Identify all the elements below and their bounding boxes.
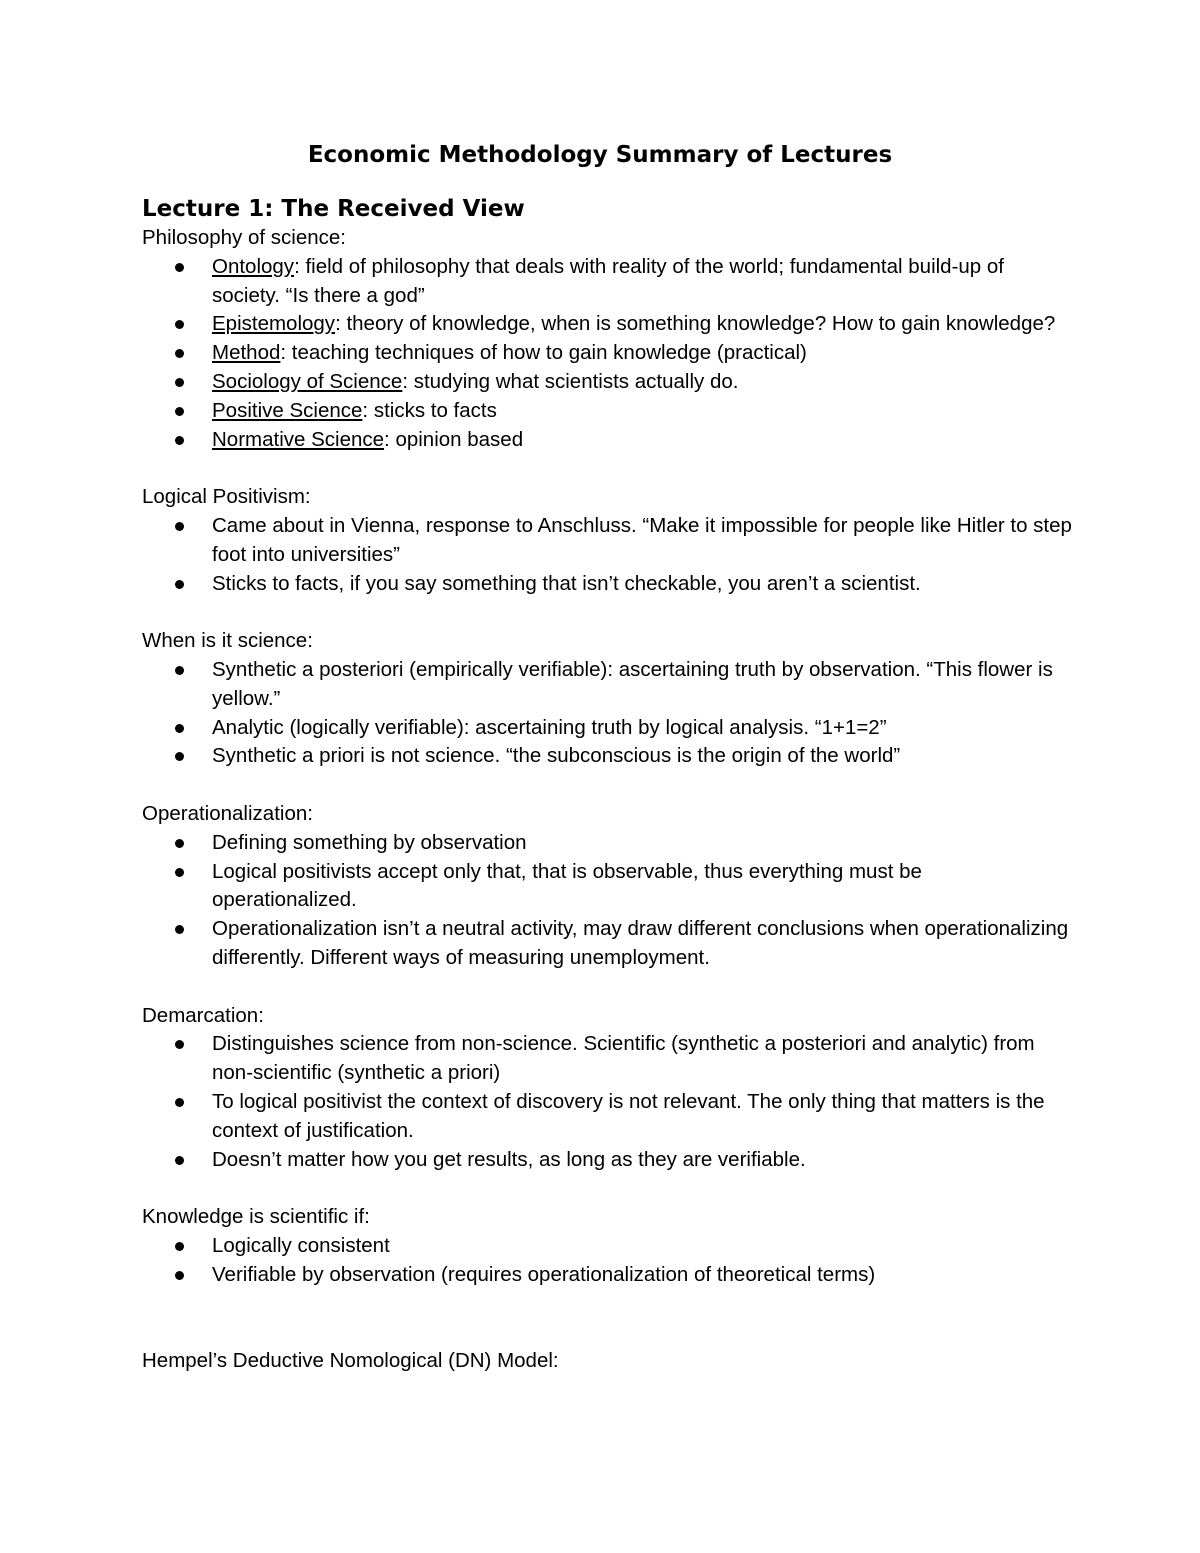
bullet-icon — [175, 1040, 184, 1049]
bullet-icon — [175, 724, 184, 733]
item-text: Operationalization isn’t a neutral activity, may draw different conclusions when operationalizing differently. Different ways of measuring unemployment. — [212, 917, 1069, 969]
item-text: : teaching techniques of how to gain knowledge (practical) — [280, 341, 807, 365]
section-operationalization — [142, 800, 1072, 973]
term-label: Normative Science — [212, 427, 385, 451]
term-label: Method — [212, 341, 281, 365]
list-item — [142, 512, 1072, 570]
bullet-icon — [175, 436, 184, 445]
item-text: Logically consistent — [212, 1233, 390, 1257]
item-text: : studying what scientists actually do. — [402, 369, 739, 393]
term-label: Epistemology — [212, 312, 336, 336]
bullet-list — [142, 1030, 1072, 1174]
bullet-icon — [175, 868, 184, 877]
item-text: Synthetic a posteriori (empirically verifiable): ascertaining truth by observation. “This flower is yellow.” — [212, 657, 1053, 710]
bullet-icon — [175, 1098, 184, 1107]
bullet-icon — [175, 925, 184, 934]
bullet-list — [142, 656, 1072, 771]
list-item — [142, 1146, 1072, 1175]
list-item — [142, 1030, 1072, 1088]
bullet-icon — [175, 378, 184, 387]
list-item — [142, 310, 1072, 339]
section-label: Hempel’s Deductive Nomological (DN) Model: — [142, 1349, 559, 1373]
bullet-icon — [175, 752, 184, 761]
bullet-icon — [175, 1271, 184, 1280]
section-label: Knowledge is scientific if: — [142, 1205, 370, 1229]
term-label: Sociology of Science — [212, 369, 403, 393]
list-item — [142, 1261, 1072, 1290]
bullet-icon — [175, 320, 184, 329]
list-item — [142, 426, 1072, 455]
list-item — [142, 656, 1072, 714]
list-item — [142, 1232, 1072, 1261]
item-text: Defining something by observation — [212, 830, 527, 854]
item-text: Logical positivists accept only that, that is observable, thus everything must be operationalized. — [212, 859, 922, 912]
bullet-icon — [175, 522, 184, 531]
item-text: To logical positivist the context of discovery is not relevant. The only thing that matters is the context of justification. — [212, 1089, 1045, 1142]
section-label: When is it science: — [142, 629, 313, 653]
item-text: Synthetic a priori is not science. “the subconscious is the origin of the world” — [212, 744, 901, 768]
item-text: Sticks to facts, if you say something that isn’t checkable, you aren’t a scientist. — [212, 571, 921, 595]
item-text: Doesn’t matter how you get results, as long as they are verifiable. — [212, 1147, 806, 1171]
bullet-list — [142, 512, 1072, 598]
list-item — [142, 368, 1072, 397]
item-text: : sticks to facts — [362, 398, 497, 422]
bullet-list — [142, 1232, 1072, 1290]
section-logical-positivism — [142, 483, 1072, 598]
section-label: Philosophy of science: — [142, 226, 346, 249]
section-hempel-dn-model — [142, 1347, 1072, 1376]
list-item — [142, 742, 1072, 771]
section-label: Logical Positivism: — [142, 485, 311, 509]
section-demarcation — [142, 1002, 1072, 1175]
section-label: Operationalization: — [142, 801, 313, 825]
item-text: Distinguishes science from non-science. Scientific (synthetic a posteriori and analytic) from non-scientific (synthetic a priori) — [212, 1032, 1035, 1085]
bullet-list — [142, 829, 1072, 973]
bullet-icon — [175, 839, 184, 848]
term-label: Ontology — [212, 254, 295, 278]
list-item — [142, 253, 1072, 311]
bullet-list — [142, 253, 1072, 455]
bullet-icon — [175, 1242, 184, 1251]
section-philosophy-of-science — [142, 224, 1072, 454]
list-item — [142, 570, 1072, 599]
bullet-icon — [175, 349, 184, 358]
list-item — [142, 829, 1072, 858]
list-item — [142, 858, 1072, 916]
item-text: : opinion based — [384, 427, 524, 451]
item-text: : theory of knowledge, when is something knowledge? How to gain knowledge? — [335, 312, 1056, 336]
item-text: : field of philosophy that deals with reality of the world; fundamental build-up of society. “Is there a god” — [212, 254, 1005, 307]
section-label: Demarcation: — [142, 1003, 264, 1027]
list-item — [142, 915, 1072, 973]
bullet-icon — [175, 1156, 184, 1165]
bullet-icon — [175, 263, 184, 272]
document-title: Economic Methodology Summary of Lectures — [307, 142, 893, 168]
item-text: Came about in Vienna, response to Anschluss. “Make it impossible for people like Hitler to step foot into universities” — [212, 513, 1072, 566]
list-item — [142, 1088, 1072, 1146]
section-knowledge-is-scientific — [142, 1203, 1072, 1289]
lecture-heading: Lecture 1: The Received View — [142, 196, 525, 222]
bullet-icon — [175, 580, 184, 589]
section-when-is-it-science — [142, 627, 1072, 771]
list-item — [142, 339, 1072, 368]
item-text: Verifiable by observation (requires operationalization of theoretical terms) — [212, 1262, 876, 1286]
term-label: Positive Science — [212, 398, 363, 422]
bullet-icon — [175, 407, 184, 416]
list-item — [142, 397, 1072, 426]
item-text: Analytic (logically verifiable): ascertaining truth by logical analysis. “1+1=2” — [212, 715, 887, 739]
document-body — [142, 224, 1072, 1405]
list-item — [142, 714, 1072, 743]
bullet-icon — [175, 666, 184, 675]
